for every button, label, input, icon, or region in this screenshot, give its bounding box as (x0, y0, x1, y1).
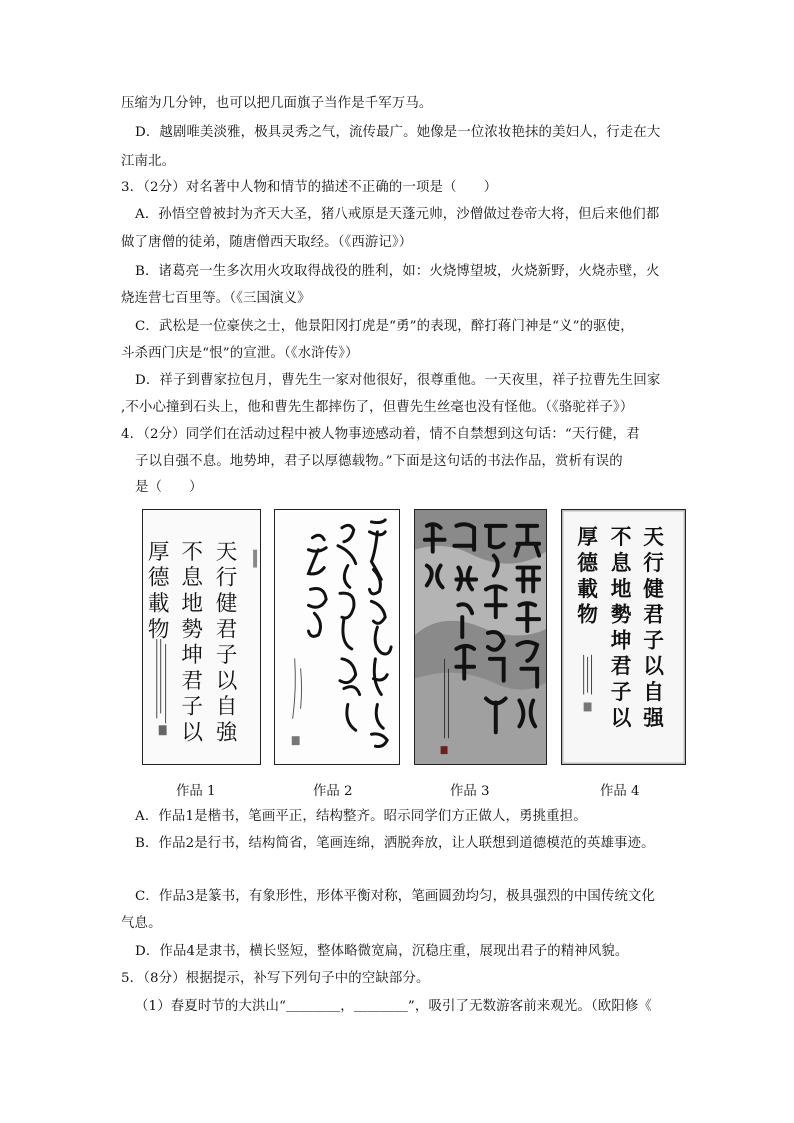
caption-work-2: 作品 2 (313, 784, 353, 799)
option-4d: D．作品4是隶书，横长竖短，整体略微宽扁，沉稳庄重，展现出君子的精神风貌。 (135, 944, 629, 959)
seal-stamp (584, 702, 592, 711)
work4-col-right: 天行健君子以自强 (639, 525, 664, 733)
text-line: 气息。 (121, 916, 162, 931)
artwork-4-image (561, 509, 686, 765)
text-line: 斗杀西门庆是“恨”的宣泄。（《水浒传》） (121, 346, 359, 361)
artwork-3-image (414, 509, 547, 765)
work1-col-left: 厚德載物 (144, 539, 170, 643)
caption-work-4: 作品 4 (600, 784, 640, 799)
caption-work-1: 作品 1 (176, 784, 216, 799)
text-line: 做了唐僧的徒弟，随唐僧西天取经。（《西游记》） (121, 235, 413, 250)
text-line: D．越剧唯美淡雅，极具灵秀之气，流传最广。她像是一位浓妆艳抹的美妇人，行走在大 (135, 125, 661, 140)
question-3: 3．（2分）对名著中人物和情节的描述不正确的一项是（ ） (121, 180, 498, 195)
option-4b: B．作品2是行书，结构简省，笔画连绵，洒脱奔放，让人联想到道德模范的英雄事迹。 (135, 836, 655, 851)
text-line: 子以自强不息。地势坤，君子以厚德载物。”下面是这句话的书法作品，赏析有误的 (135, 454, 623, 469)
option-3c: C．武松是一位豪侠之士，他景阳冈打虎是“勇”的表现，醉打蒋门神是“义”的驱使， (135, 319, 634, 334)
seal-stamp (159, 725, 167, 735)
option-4a: A．作品1是楷书，笔画平正，结构整齐。昭示同学们方正做人，勇挑重担。 (135, 809, 587, 824)
text-line: 烧连营七百里等。（《三国演义》 (121, 291, 311, 306)
seal-stamp (441, 746, 448, 754)
seal-stamp (292, 736, 300, 745)
text-line: 江南北。 (121, 154, 176, 169)
text-line: ,不小心撞到石头上，他和曹先生都摔伤了，但曹先生丝毫也没有怪他。（《骆驼祥子》） (121, 400, 634, 415)
question-5: 5．（8分）根据提示，补写下列句子中的空缺部分。 (121, 971, 430, 986)
option-3d: D．祥子到曹家拉包月，曹先生一家对他很好，很尊重他。一天夜里，祥子拉曹先生回家 (135, 373, 661, 388)
option-3a: A．孙悟空曾被封为齐天大圣，猪八戒原是天蓬元帅，沙僧做过卷帝大将，但后来他们都 (135, 207, 660, 222)
option-3b: B．诸葛亮一生多次用火攻取得战役的胜利，如：火烧博望坡，火烧新野，火烧赤壁，火 (135, 264, 660, 279)
artwork-1-image (142, 509, 261, 765)
work4-col-left: 厚德載物 (573, 525, 598, 630)
work1-col-right: 天行健君子以自強 (212, 539, 238, 747)
artwork-2-image (274, 509, 400, 765)
text-line: 是（ ） (135, 480, 203, 495)
question-5-1: （1）春夏时节的大洪山“＿＿＿＿，＿＿＿＿”，吸引了无数游客前来观光。（欧阳修《 (135, 999, 652, 1014)
work1-col-mid: 不息地勢坤君子以 (177, 539, 203, 747)
work4-col-mid: 不息地勢坤君子以 (607, 525, 632, 733)
question-4: 4．（2分）同学们在活动过程中被人物事迹感动着，情不自禁想到这句话：“天行健，君 (121, 427, 640, 442)
option-4c: C．作品3是篆书，有象形性，形体平衡对称，笔画圆劲均匀，极具强烈的中国传统文化 (135, 889, 656, 904)
caption-work-3: 作品 3 (450, 784, 490, 799)
text-line: 压缩为几分钟，也可以把几面旗子当作是千军万马。 (121, 96, 433, 111)
